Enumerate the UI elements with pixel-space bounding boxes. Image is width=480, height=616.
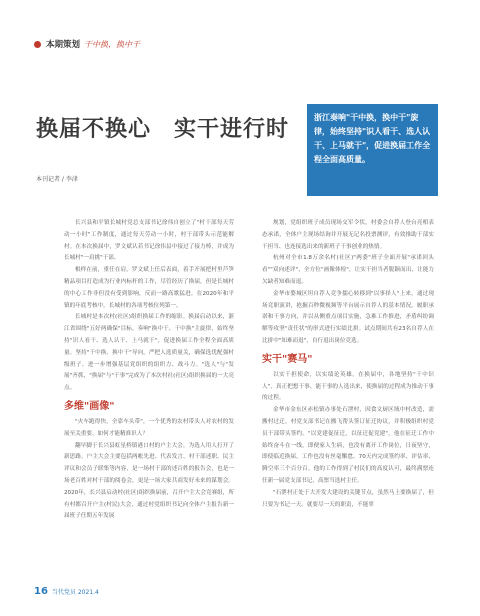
- paragraph: 杭州对全市1.8万余名村(社区)"两委"班子全面开展"承诺回头看""双向述评"，全方位"画像体检"，让实干担当者脱颖而出，让能力欠缺者知难而退。: [262, 255, 434, 285]
- article-title: 换届不换心 实干进行时: [36, 117, 290, 142]
- paragraph: 规划，党组织班子成员现场交军令状，村委会自荐人登台亮相表态承诺，全体户主现场结询并开展无记名投票测评，有效推助干部实干担当、也连接选出来的新班子干事创业的热情。: [262, 220, 434, 250]
- paragraph: 金华市婺城区坦自荐人竞争擂心转移到"以事择人"上来，通过现场竞职演讲，抢掘百秒微视频等平台展示自荐人的基本情况，履职承诺和干事方向，并以从侧重点项目实施，急难工作推进，矛盾纠纷调解等攻坚"责任状"的形式进行实绩比拼。试点期间共有23名自荐人在比拼中"知难而退"，自行退出岗位竞选。: [262, 290, 434, 344]
- paragraph: 长城村是本次村(社区)组织换届工作的缩影。换届启动以来，浙江省围绕"五好两确保"目标，奏响"换中干、干中换"主旋律，始终坚持"识人看干、选人认干、上马就干"，促进换届工作全程全面高质量。坚持"干中换、换中干"导向，严把人选质量关，确保选优配强村级班子，进一步增强基层党组织的组织力、战斗力。"选人"与"发展"齐抓，"换届"与"干事"完成为了本次村社(社区)组织换届的一大亮点。: [64, 314, 234, 392]
- left-column: [64, 218, 234, 523]
- right-column: [262, 218, 434, 511]
- paragraph: 根样在前，重任在肩，罗文斌上任后表面，着手开展把村里芦笋精品项目打造成为行业内标杆的工作，尽管经历了换届，但是长城村的中心工作非但没有受到影响，反而一路高歌猛进。在2020年和平镇的年底考核中，长城村的各项考核位列第一。: [64, 267, 234, 309]
- subheading: 多维"画像": [64, 400, 115, 412]
- summary-box: [307, 104, 438, 196]
- page-number: 16: [34, 586, 48, 597]
- paragraph: "石泄村正处于大开发大建设的关键节点，虽然马上要换届了，但只要为书记一天，就要尽一天的职责，不能辜: [262, 489, 434, 508]
- bullet-dot-icon: [34, 41, 41, 48]
- subheading: 实干"赛马": [262, 353, 313, 365]
- page-footer: [34, 586, 99, 597]
- section-label: 本期策划: [46, 40, 81, 50]
- section-tag: 干中换，换中干: [84, 39, 141, 49]
- paragraph: 金华市金东区赤松镇办事处石泄村，因食文厨区域中村改造，需搬村过迁。村党支部书记在搬飞帮头签订征迁协议，并积极组织村党员干部带头签约。"以党建促征迁，以征迁促党建"，他在征迁工作中始终奋斗在一线，即便家人生病，也没有离开工作岗位，日夜坚守，即使临近换届，工作也没有丝毫懈怠。70天内完成签约率、评估率、腾空率三个百分百。他的工作得到了村民们的高度认可，最终满票连任新一届党支部书记，高票当选村主任。: [262, 407, 434, 484]
- publication-name: 当代党员 2021.4: [51, 589, 99, 596]
- section-header: [34, 38, 140, 50]
- summary-text: 浙江奏响"干中换，换中干"旋律，始终坚持"识人看干、选人认干、上马就干"，促进换届工作全程全面高质量。: [314, 112, 431, 164]
- byline: 本刊记者 / 李津: [36, 176, 78, 183]
- paragraph: 翻早脚于长兴县虹星桥镇港口村的户主大会，为选人用人打开了新思路。户主大会主要包括两帐先进、代表发言、村干部述职、民主评议和会员子联集等内容，是一场村干部的述百姓的报告会，也是一场老百姓对村干部的阅卷会，更是一场大家共商发好未来的谋划会。2020年，长兴县启动村(社区)组织换届前，召开户主大会竞赛组，所有村都召开户主(村民)大会，通过村党组织书记向全体户主报告新一届班子任期五年发展: [64, 442, 234, 520]
- paragraph: "火车跑得快，全靠车头带"，一个优秀的农村带头人对农村的发展至关重要。如何才能精准识人？: [64, 418, 234, 437]
- paragraph: 以实干担使命，以实绩论英雄。在换届中，各地坚持"干中识人"，真正把想干事、能干事的人选出来，使换届的过程成为推动干事的过程。: [262, 371, 434, 402]
- paragraph: 长兴县和平镇长城村党总支部书记徐伟自创立了"村干部每天劳动一小时"工作制度，通过每天劳动一小时，村干部带头示范能解村。在本次换届中，罗文斌认若书记徐伟县中接过了接力棒，并成为长城村"一肩挑"干部。: [64, 220, 234, 262]
